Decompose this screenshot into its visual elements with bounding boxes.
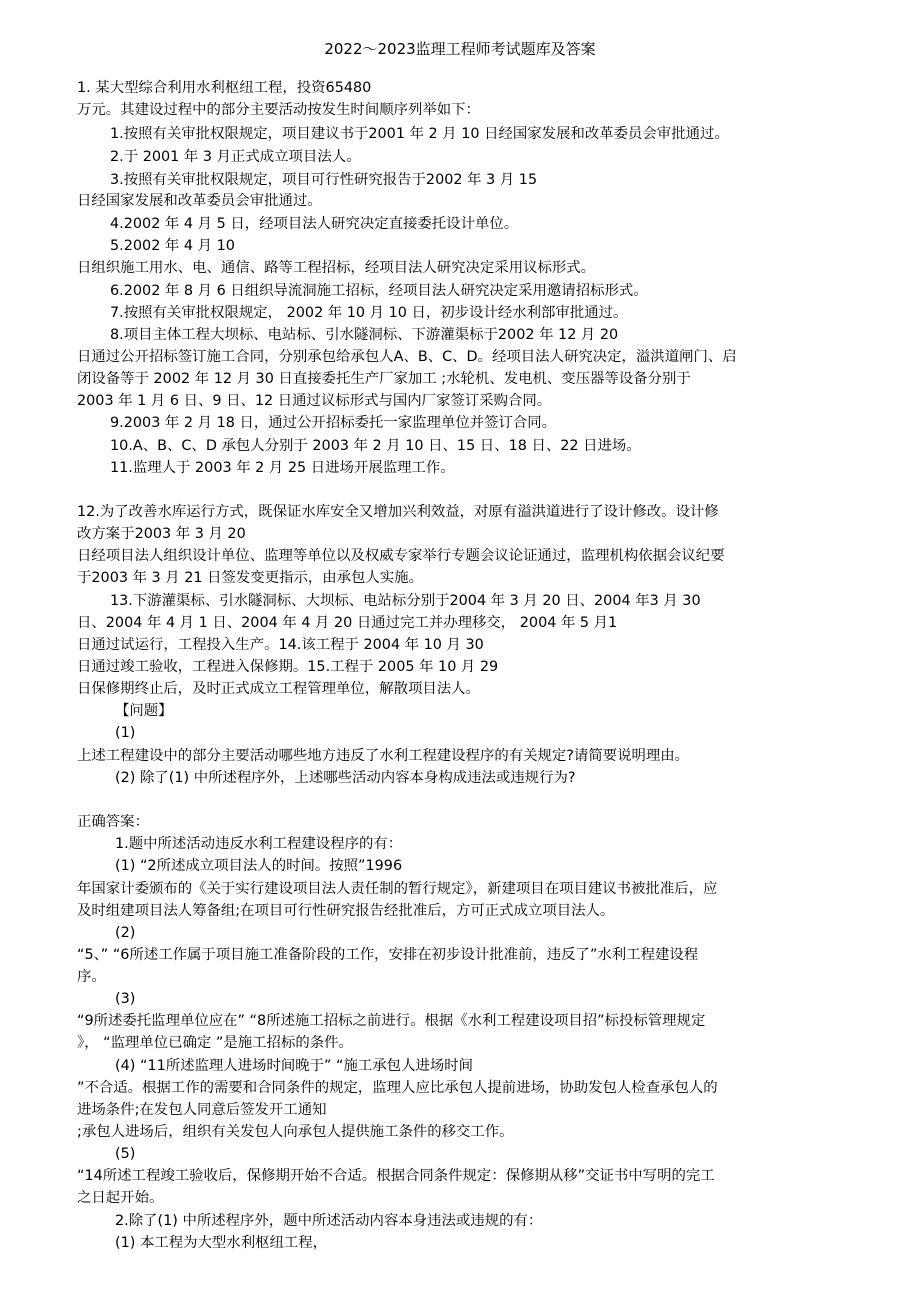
- text-line: 改方案于2003 年 3 月 20: [77, 526, 246, 542]
- text-line: 日经项目法人组织设计单位、监理等单位以及权威专家举行专题会议论证通过，监理机构依据会议纪要: [77, 548, 725, 564]
- text-line: 》， “监理单位已确定 ”是施工招标的条件。: [77, 1035, 353, 1051]
- text-line: 序。: [77, 969, 106, 985]
- text-line: 日通过竣工验收，工程进入保修期。15.工程于 2005 年 10 月 29: [77, 659, 499, 675]
- text-line: 于2003 年 3 月 21 日签发变更指示，由承包人实施。: [77, 570, 423, 586]
- text-line: 7.按照有关审批权限规定， 2002 年 10 月 10 日，初步设计经水利部审批通过。: [110, 305, 628, 321]
- text-line: “9所述委托监理单位应在” “8所述施工招标之前进行。根据《水利工程建设项目招”标投标管理规定: [77, 1013, 706, 1029]
- text-line: 日通过公开招标签订施工合同，分别承包给承包人A、B、C、D。经项目法人研究决定，溢洪道闸门、启: [77, 349, 737, 365]
- text-line: 日组织施工用水、电、通信、路等工程招标，经项目法人研究决定采用议标形式。: [77, 260, 596, 276]
- text-line: 3.按照有关审批权限规定，项目可行性研究报告于2002 年 3 月 15: [110, 172, 538, 188]
- text-line: 日通过试运行，工程投入生产。14.该工程于 2004 年 10 月 30: [77, 637, 484, 653]
- text-line: 万元。其建设过程中的部分主要活动按发生时间顺序列举如下：: [77, 102, 480, 118]
- text-line: (1) “2所述成立项目法人的时间。按照”1996: [115, 858, 403, 874]
- text-line: “5、” “6所述工作属于项目施工准备阶段的工作，安排在初步设计批准前，违反了”水利工程建设程: [77, 947, 699, 963]
- text-line: 之日起开始。: [77, 1190, 164, 1206]
- question-heading: 【问题】: [115, 703, 173, 719]
- text-line: (2) 除了(1) 中所述程序外，上述哪些活动内容本身构成违法或违规行为?: [115, 770, 576, 786]
- text-line: ”不合适。根据工作的需要和合同条件的规定，监理人应比承包人提前进场，协助发包人检查承包人的: [77, 1080, 718, 1096]
- text-line: (2): [115, 925, 136, 941]
- page-title: 2022～2023监理工程师考试题库及答案: [324, 40, 596, 58]
- text-line: (1) 本工程为大型水利枢纽工程，: [115, 1235, 328, 1251]
- text-line: (1): [115, 725, 136, 741]
- text-line: (4) “11所述监理人进场时间晚于” “施工承包人进场时间: [115, 1058, 474, 1074]
- text-line: 1.题中所述活动违反水利工程建设程序的有：: [115, 836, 403, 852]
- text-line: 11.监理人于 2003 年 2 月 25 日进场开展监理工作。: [110, 460, 455, 476]
- text-line: 日保修期终止后，及时正式成立工程管理单位，解散项目法人。: [77, 681, 480, 697]
- text-line: 5.2002 年 4 月 10: [110, 238, 235, 254]
- text-line: 6.2002 年 8 月 6 日组织导流洞施工招标，经项目法人研究决定采用邀请招标形式。: [110, 283, 648, 299]
- text-line: 1. 某大型综合利用水利枢纽工程，投资65480: [77, 80, 372, 96]
- text-line: 1.按照有关审批权限规定，项目建议书于2001 年 2 月 10 日经国家发展和改革委员会审批通过。: [110, 126, 729, 142]
- answer-heading: 正确答案：: [77, 814, 149, 830]
- text-line: 及时组建项目法人筹备组;在项目可行性研究报告经批准后，方可正式成立项目法人。: [77, 903, 615, 919]
- text-line: 年国家计委颁布的《关于实行建设项目法人责任制的暂行规定》，新建项目在项目建议书被批准后，应: [77, 881, 718, 897]
- text-line: 2003 年 1 月 6 日、9 日、12 日通过议标形式与国内厂家签订采购合同。: [77, 393, 552, 409]
- text-line: 8.项目主体工程大坝标、电站标、引水隧洞标、下游灌渠标于2002 年 12 月 20: [110, 327, 619, 343]
- text-line: 10.A、B、C、D 承包人分别于 2003 年 2 月 10 日、15 日、18 日、22 日进场。: [110, 438, 641, 454]
- text-line: 日经国家发展和改革委员会审批通过。: [77, 193, 322, 209]
- text-line: 12.为了改善水库运行方式，既保证水库安全又增加兴利效益，对原有溢洪道进行了设计修改。设计修: [77, 504, 719, 520]
- text-line: (3): [115, 991, 136, 1007]
- text-line: 13.下游灌渠标、引水隧洞标、大坝标、电站标分别于2004 年 3 月 20 日、2004 年3 月 30: [110, 593, 701, 609]
- text-line: 上述工程建设中的部分主要活动哪些地方违反了水利工程建设程序的有关规定?请简要说明理由。: [77, 748, 690, 764]
- text-line: 2.除了(1) 中所述程序外，题中所述活动内容本身违法或违规的有：: [115, 1213, 543, 1229]
- text-line: 进场条件;在发包人同意后签发开工通知: [77, 1102, 327, 1118]
- text-line: 日、2004 年 4 月 1 日、2004 年 4 月 20 日通过完工并办理移交， 2004 年 5 月1: [77, 615, 618, 631]
- text-line: 4.2002 年 4 月 5 日，经项目法人研究决定直接委托设计单位。: [110, 216, 519, 232]
- text-line: 闭设备等于 2002 年 12 月 30 日直接委托生产厂家加工 ;水轮机、发电机、变压器等设备分别于: [77, 371, 691, 387]
- text-line: “14所述工程竣工验收后，保修期开始不合适。根据合同条件规定：保修期从移”交证书中写明的完工: [77, 1168, 715, 1184]
- text-line: 2.于 2001 年 3 月正式成立项目法人。: [110, 149, 361, 165]
- text-line: (5): [115, 1146, 136, 1162]
- text-line: 9.2003 年 2 月 18 日，通过公开招标委托一家监理单位并签订合同。: [110, 415, 557, 431]
- text-line: ;承包人进场后，组织有关发包人向承包人提供施工条件的移交工作。: [77, 1124, 514, 1140]
